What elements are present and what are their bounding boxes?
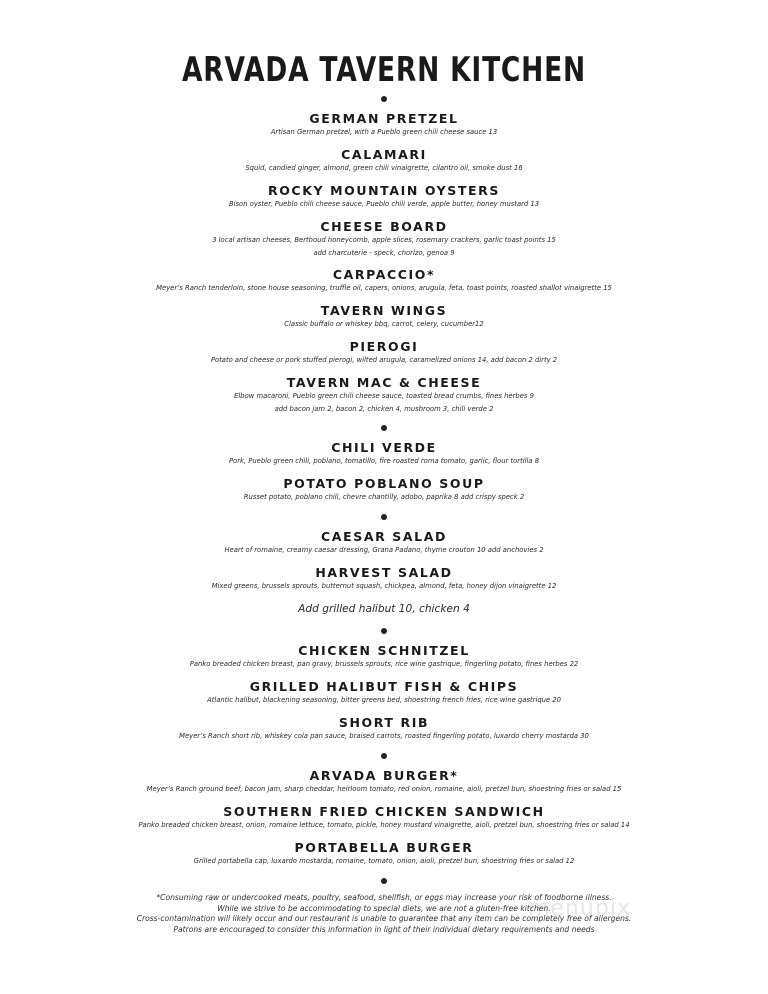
item-description: Grilled portabella cap, luxardo mostarda, romaine, tomato, onion, aioli, pretzel bun, shoestring fries or salad 12	[193, 857, 575, 865]
item-description: Pork, Pueblo green chili, poblano, tomatillo, fire roasted roma tomato, garlic, flour tortilla 8	[228, 457, 540, 465]
item-description: Squid, candied ginger, almond, green chili vinaigrette, cilantro oil, smoke dust 16	[245, 164, 523, 172]
item-name: HARVEST SALAD	[315, 565, 453, 580]
menu-item-potato-poblano-soup	[0, 477, 768, 504]
salad-addon-note: Add grilled halibut 10, chicken 4	[298, 603, 470, 615]
item-description: Meyer’s Ranch tenderloin, stone house seasoning, truffle oil, capers, onions, arugula, feta, toast points, roasted shallot vinaigrette 15	[156, 284, 612, 292]
item-name: CHICKEN SCHNITZEL	[298, 643, 470, 658]
item-name: CARPACCIO*	[332, 267, 436, 282]
item-description: Mixed greens, brussels sprouts, butternut squash, chickpea, almond, feta, honey dijon vinaigrette 12	[211, 582, 557, 590]
item-name: TAVERN MAC & CHEESE	[286, 375, 482, 390]
item-name: CAESAR SALAD	[321, 529, 447, 544]
menu-item-german-pretzel	[0, 112, 768, 139]
item-name: ARVADA BURGER*	[309, 768, 459, 783]
menu-item-chicken-schnitzel	[0, 644, 768, 671]
item-description: Heart of romaine, creamy caesar dressing, Grana Padano, thyme crouton 10 add anchovies 2	[224, 546, 544, 554]
item-name: POTATO POBLANO SOUP	[283, 476, 485, 491]
allergen-disclaimer	[0, 893, 768, 935]
item-description: 3 local artisan cheeses, Berthoud honeycomb, apple slices, rosemary crackers, garlic toast points 15	[212, 236, 556, 244]
menu-item-rocky-mountain-oysters	[0, 184, 768, 211]
section-divider-dot	[381, 514, 387, 520]
menu-title: ARVADA TAVERN KITCHEN	[181, 50, 587, 90]
item-description: Elbow macaroni, Pueblo green chili cheese sauce, toasted bread crumbs, fines herbes 9	[234, 392, 534, 400]
section-divider-dot	[381, 878, 387, 884]
menu-item-tavern-wings	[0, 304, 768, 331]
menu-item-grilled-halibut	[0, 680, 768, 707]
disclaimer-line: While we strive to be accommodating to special diets, we are not a gluten-free kitchen.	[217, 903, 551, 913]
item-name: ROCKY MOUNTAIN OYSTERS	[267, 183, 500, 198]
disclaimer-line: Cross-contamination will likely occur and our restaurant is unable to guarantee that any item can be completely free of allergens.	[136, 914, 632, 923]
menu-item-carpaccio	[0, 268, 768, 295]
menu-item-caesar-salad	[0, 530, 768, 557]
item-description: Bison oyster, Pueblo chili cheese sauce, Pueblo chili verde, apple butter, honey mustard 13	[228, 200, 540, 208]
item-description: Atlantic halibut, blackening seasoning, bitter greens bed, shoestring french fries, rice wine gastrique 20	[207, 696, 561, 704]
item-description: Panko breaded chicken breast, onion, romaine lettuce, tomato, pickle, honey mustard vinaigrette, aioli, pretzel bun, shoestring fries or salad 14	[138, 821, 630, 829]
menu-item-arvada-burger	[0, 769, 768, 796]
item-name: PIEROGI	[349, 339, 419, 354]
item-name: TAVERN WINGS	[320, 303, 448, 318]
item-name: CHEESE BOARD	[320, 219, 448, 234]
section-divider-dot	[381, 753, 387, 759]
item-description: Potato and cheese or pork stuffed pierogi, wilted arugula, caramelized onions 14, add bacon 2 dirty 2	[210, 356, 558, 364]
menu-item-calamari	[0, 148, 768, 175]
item-addon: add bacon jam 2, bacon 2, chicken 4, mushroom 3, chili verde 2	[274, 405, 494, 413]
menu-item-southern-fried-chicken-sandwich	[0, 805, 768, 832]
disclaimer-line: *Consuming raw or undercooked meats, poultry, seafood, shellfish, or eggs may increase your risk of foodborne illness.	[156, 893, 612, 902]
item-name: GERMAN PRETZEL	[309, 111, 459, 126]
menu-item-cheese-board	[0, 220, 768, 260]
disclaimer-line: Patrons are encouraged to consider this information in light of their individual dietary requirements and needs	[173, 924, 595, 934]
item-description: Panko breaded chicken breast, pan gravy, brussels sprouts, rice wine gastrique, fingerling potato, fines herbes 22	[189, 660, 579, 668]
menu-item-harvest-salad	[0, 566, 768, 593]
item-description: Classic buffalo or whiskey bbq, carrot, celery, cucumber12	[284, 320, 484, 328]
menu-item-tavern-mac-cheese	[0, 376, 768, 416]
item-name: CHILI VERDE	[331, 440, 437, 455]
section-divider-dot	[381, 425, 387, 431]
item-name: SHORT RIB	[338, 715, 430, 730]
item-name: SOUTHERN FRIED CHICKEN SANDWICH	[223, 804, 545, 819]
item-description: Russet potato, poblano chili, chevre chantilly, adobo, paprika 8 add crispy speck 2	[243, 493, 525, 501]
menu-item-short-rib	[0, 716, 768, 743]
item-description: Meyer’s Ranch short rib, whiskey cola pan sauce, braised carrots, roasted fingerling potato, luxardo cherry mostarda 30	[179, 732, 589, 740]
menu-item-chili-verde	[0, 441, 768, 468]
menu-item-portabella-burger	[0, 841, 768, 868]
section-divider-dot	[381, 96, 387, 102]
item-description: Meyer’s Ranch ground beef, bacon jam, sharp cheddar, heirloom tomato, red onion, romaine, aioli, pretzel bun, shoestring fries or salad 15	[146, 785, 622, 793]
watermark-logo: menupix	[528, 896, 631, 921]
item-addon: add charcuterie - speck, chorizo, genoa 9	[313, 249, 455, 257]
item-description: Artisan German pretzel, with a Pueblo green chili cheese sauce 13	[270, 128, 498, 136]
item-name: GRILLED HALIBUT FISH & CHIPS	[249, 679, 519, 694]
section-divider-dot	[381, 628, 387, 634]
menu-item-pierogi	[0, 340, 768, 367]
item-name: CALAMARI	[341, 147, 427, 162]
item-name: PORTABELLA BURGER	[294, 840, 474, 855]
